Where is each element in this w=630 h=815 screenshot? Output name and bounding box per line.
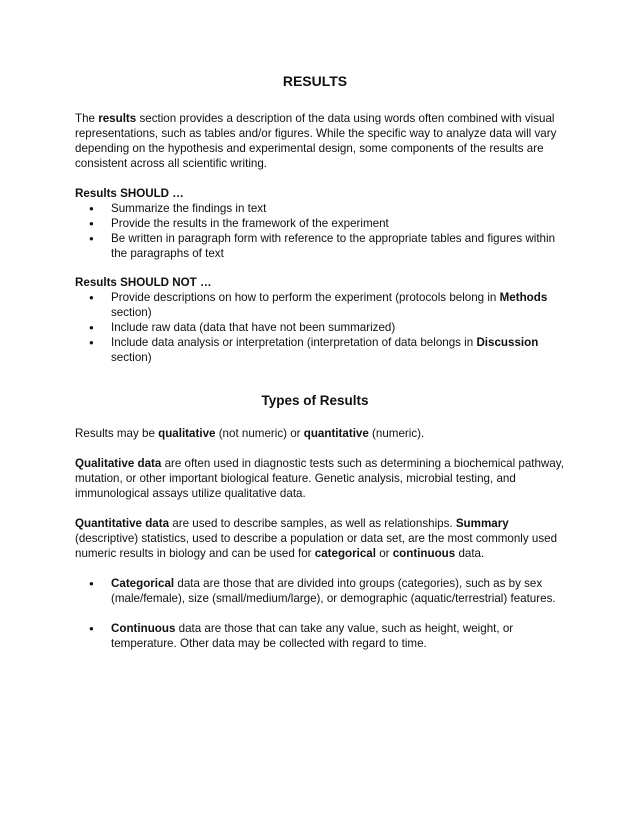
page-title: RESULTS [282, 73, 348, 89]
bold-term: Categorical [111, 577, 175, 590]
bullet-item [75, 335, 565, 365]
should-list [75, 201, 565, 261]
bold-term: qualitative [158, 427, 216, 440]
text-run: data are those that can take any value, such as height, weight, or temperature. Other data may be collected with regard to time. [111, 622, 514, 650]
text-run: (not numeric) or [215, 427, 304, 440]
text-run: Results may be [75, 427, 159, 440]
bold-term: Summary [455, 517, 509, 530]
text-run: Provide descriptions on how to perform the experiment (protocols belong in [111, 291, 500, 304]
bold-term: Qualitative data [75, 457, 162, 470]
text-run: Summarize the findings in text [111, 202, 267, 215]
bold-term: results [98, 112, 137, 125]
text-run: section provides a description of the data using words often combined with visual representations, such as tables and/or figures. While the specific way to analyze data will vary depending on the hypothesis and experimental design, some components of the results are consistent across all scientific writing. [75, 112, 557, 170]
text-run: or [375, 547, 393, 560]
text-run: data. [455, 547, 485, 560]
bullet-item [75, 216, 565, 231]
should-not-section [75, 275, 565, 365]
text-run: (descriptive) statistics, used to describe a population or data set, are the most commonly used numeric results in biology and can be used for [75, 532, 558, 560]
bold-term: Quantitative data [75, 517, 170, 530]
bullet-item [75, 201, 565, 216]
text-run: are used to describe samples, as well as relationships. [169, 517, 456, 530]
types-intro-paragraph [75, 426, 565, 441]
text-run: are often used in diagnostic tests such as determining a biochemical pathway, mutation, or other important biological feature. Genetic analysis, microbial testing, and immunological assays utilize qualitative data. [75, 457, 564, 500]
types-heading: Types of Results [261, 393, 369, 408]
should-heading: Results SHOULD … [75, 187, 184, 200]
text-run: section) [111, 351, 152, 364]
bullet-item [75, 290, 565, 320]
bold-term: Discussion [476, 336, 539, 349]
text-run: (numeric). [368, 427, 425, 440]
should-not-list [75, 290, 565, 365]
intro-paragraph [75, 111, 565, 171]
bold-term: quantitative [303, 427, 369, 440]
text-run: data are those that are divided into groups (categories), such as by sex (male/female), size (small/medium/large), or demographic (aquatic/terrestrial) features. [111, 577, 556, 605]
bold-term: categorical [314, 547, 376, 560]
text-run: Include data analysis or interpretation (interpretation of data belongs in [111, 336, 477, 349]
bold-term: Methods [499, 291, 548, 304]
bold-term: Continuous [111, 622, 176, 635]
text-run: Provide the results in the framework of the experiment [111, 217, 389, 230]
bullet-item [75, 320, 565, 335]
bold-term: continuous [392, 547, 456, 560]
text-run: section) [111, 306, 152, 319]
data-types-section [75, 576, 565, 651]
text-run: Include raw data (data that have not been summarized) [111, 321, 396, 334]
should-not-heading: Results SHOULD NOT … [75, 276, 212, 289]
text-run: Be written in paragraph form with reference to the appropriate tables and figures within the paragraphs of text [111, 232, 556, 260]
bullet-item [75, 231, 565, 261]
quantitative-paragraph [75, 516, 565, 561]
bullet-item [75, 576, 565, 606]
qualitative-paragraph [75, 456, 565, 501]
bullet-item [75, 621, 565, 651]
data-types-list [75, 576, 565, 651]
text-run: The [75, 112, 99, 125]
should-section [75, 186, 565, 261]
